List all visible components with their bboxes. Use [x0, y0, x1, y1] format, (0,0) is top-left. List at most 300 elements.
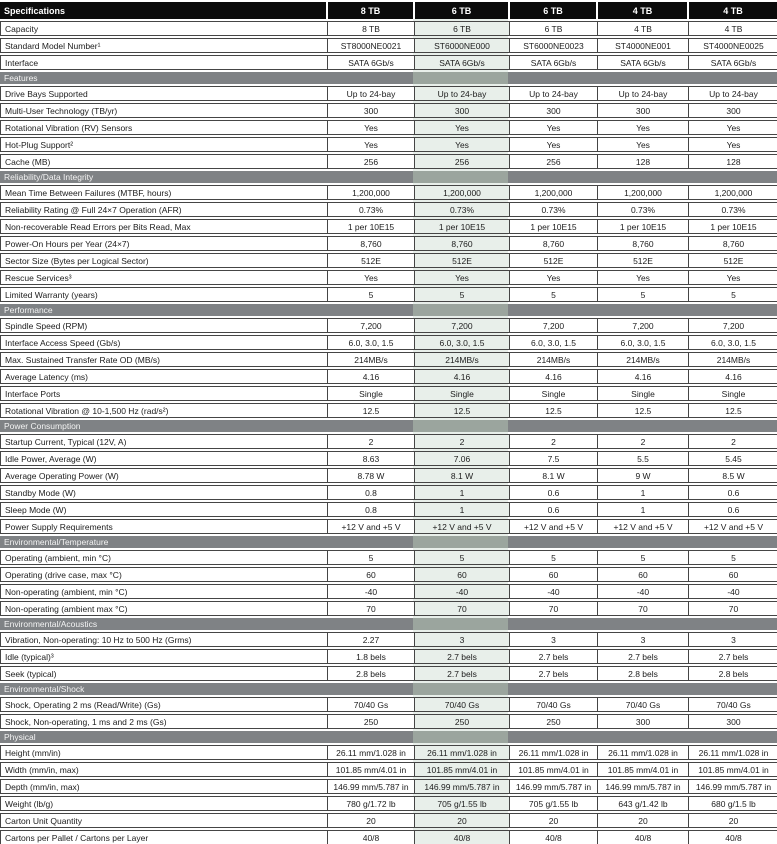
- row-label: Sector Size (Bytes per Logical Sector): [1, 254, 327, 267]
- cell-value: 60: [597, 568, 688, 581]
- cell-value: 5: [688, 551, 777, 564]
- section-header-row: [0, 731, 777, 743]
- table-row: [0, 550, 777, 565]
- cell-value: 680 g/1.5 lb: [688, 797, 777, 810]
- cell-value: 780 g/1.72 lb: [327, 797, 414, 810]
- cell-value: 8,760: [509, 237, 597, 250]
- cell-value: 40/8: [688, 831, 777, 844]
- table-row: [0, 154, 777, 169]
- section-filler-cell: [326, 171, 413, 183]
- cell-value: 2.7 bels: [509, 667, 597, 680]
- row-label: Average Operating Power (W): [1, 469, 327, 482]
- cell-value: ST6000NE0023: [509, 39, 597, 52]
- row-label: Width (mm/in, max): [1, 763, 327, 776]
- cell-value: 7.5: [509, 452, 597, 465]
- cell-value: 101.85 mm/4.01 in: [414, 763, 509, 776]
- table-row: [0, 813, 777, 828]
- section-filler-cell: [687, 618, 777, 630]
- row-label: Reliability Rating @ Full 24×7 Operation (AFR): [1, 203, 327, 216]
- cell-value: 40/8: [414, 831, 509, 844]
- section-filler-cell: [687, 731, 777, 743]
- row-label: Mean Time Between Failures (MTBF, hours): [1, 186, 327, 199]
- section-filler-cell: [413, 536, 508, 548]
- section-filler-cell: [596, 731, 687, 743]
- cell-value: 60: [414, 568, 509, 581]
- row-label: Startup Current, Typical (12V, A): [1, 435, 327, 448]
- cell-value: 12.5: [327, 404, 414, 417]
- cell-value: Single: [414, 387, 509, 400]
- table-row: [0, 386, 777, 401]
- cell-value: +12 V and +5 V: [327, 520, 414, 533]
- section-filler-cell: [326, 420, 413, 432]
- cell-value: 101.85 mm/4.01 in: [688, 763, 777, 776]
- cell-value: 60: [509, 568, 597, 581]
- cell-value: 4.16: [509, 370, 597, 383]
- cell-value: 0.73%: [327, 203, 414, 216]
- section-filler-cell: [508, 683, 596, 695]
- cell-value: 20: [414, 814, 509, 827]
- cell-value: Yes: [414, 271, 509, 284]
- cell-value: 20: [509, 814, 597, 827]
- section-title: Performance: [0, 304, 326, 316]
- cell-value: Up to 24-bay: [597, 87, 688, 100]
- cell-value: 70: [327, 602, 414, 615]
- cell-value: 4.16: [688, 370, 777, 383]
- cell-value: 0.6: [688, 503, 777, 516]
- section-filler-cell: [326, 536, 413, 548]
- cell-value: Yes: [688, 138, 777, 151]
- table-row: [0, 745, 777, 760]
- cell-value: Yes: [509, 121, 597, 134]
- cell-value: 7,200: [597, 319, 688, 332]
- cell-value: 70: [509, 602, 597, 615]
- cell-value: -40: [597, 585, 688, 598]
- row-label: Vibration, Non-operating: 10 Hz to 500 Hz (Grms): [1, 633, 327, 646]
- header-column-3: 6 TB: [508, 2, 596, 19]
- cell-value: 1 per 10E15: [597, 220, 688, 233]
- cell-value: Yes: [688, 121, 777, 134]
- table-row: [0, 830, 777, 844]
- table-row: [0, 120, 777, 135]
- cell-value: ST6000NE000: [414, 39, 509, 52]
- cell-value: 2: [688, 435, 777, 448]
- cell-value: 0.6: [509, 486, 597, 499]
- cell-value: SATA 6Gb/s: [327, 56, 414, 69]
- cell-value: 0.8: [327, 503, 414, 516]
- cell-value: -40: [327, 585, 414, 598]
- cell-value: 146.99 mm/5.787 in: [688, 780, 777, 793]
- section-filler-cell: [687, 304, 777, 316]
- cell-value: Single: [688, 387, 777, 400]
- section-title: Physical: [0, 731, 326, 743]
- cell-value: 4.16: [414, 370, 509, 383]
- cell-value: 70: [688, 602, 777, 615]
- cell-value: 4.16: [597, 370, 688, 383]
- cell-value: 0.73%: [414, 203, 509, 216]
- cell-value: 70: [597, 602, 688, 615]
- cell-value: 26.11 mm/1.028 in: [327, 746, 414, 759]
- cell-value: 70/40 Gs: [688, 698, 777, 711]
- cell-value: 512E: [597, 254, 688, 267]
- table-row: [0, 714, 777, 729]
- cell-value: 300: [597, 104, 688, 117]
- cell-value: 2.7 bels: [688, 650, 777, 663]
- section-filler-cell: [326, 683, 413, 695]
- cell-value: 6 TB: [414, 22, 509, 35]
- table-row: [0, 434, 777, 449]
- row-label: Carton Unit Quantity: [1, 814, 327, 827]
- row-label: Non-recoverable Read Errors per Bits Read, Max: [1, 220, 327, 233]
- section-filler-cell: [326, 304, 413, 316]
- cell-value: 12.5: [688, 404, 777, 417]
- row-label: Weight (lb/g): [1, 797, 327, 810]
- cell-value: Up to 24-bay: [327, 87, 414, 100]
- table-row: [0, 137, 777, 152]
- row-label: Drive Bays Supported: [1, 87, 327, 100]
- cell-value: 6.0, 3.0, 1.5: [688, 336, 777, 349]
- cell-value: Yes: [597, 271, 688, 284]
- table-row: [0, 796, 777, 811]
- cell-value: 1 per 10E15: [688, 220, 777, 233]
- table-row: [0, 666, 777, 681]
- section-filler-cell: [687, 171, 777, 183]
- cell-value: ST4000NE0025: [688, 39, 777, 52]
- cell-value: 512E: [414, 254, 509, 267]
- row-label: Non-operating (ambient max °C): [1, 602, 327, 615]
- section-filler-cell: [413, 304, 508, 316]
- cell-value: SATA 6Gb/s: [688, 56, 777, 69]
- table-row: [0, 502, 777, 517]
- cell-value: 8,760: [414, 237, 509, 250]
- cell-value: 5: [688, 288, 777, 301]
- cell-value: 2: [509, 435, 597, 448]
- cell-value: 0.73%: [688, 203, 777, 216]
- row-label: Shock, Operating 2 ms (Read/Write) (Gs): [1, 698, 327, 711]
- table-row: [0, 38, 777, 53]
- cell-value: 300: [597, 715, 688, 728]
- cell-value: 300: [688, 715, 777, 728]
- row-label: Operating (ambient, min °C): [1, 551, 327, 564]
- table-row: [0, 468, 777, 483]
- cell-value: 26.11 mm/1.028 in: [597, 746, 688, 759]
- row-label: Depth (mm/in, max): [1, 780, 327, 793]
- row-label: Power Supply Requirements: [1, 520, 327, 533]
- table-row: [0, 584, 777, 599]
- cell-value: 70/40 Gs: [414, 698, 509, 711]
- cell-value: 6.0, 3.0, 1.5: [414, 336, 509, 349]
- cell-value: 8.1 W: [414, 469, 509, 482]
- cell-value: 26.11 mm/1.028 in: [509, 746, 597, 759]
- cell-value: 0.73%: [509, 203, 597, 216]
- cell-value: 70/40 Gs: [327, 698, 414, 711]
- cell-value: 5: [327, 551, 414, 564]
- cell-value: 8,760: [597, 237, 688, 250]
- cell-value: 8.1 W: [509, 469, 597, 482]
- cell-value: 1: [597, 503, 688, 516]
- cell-value: 705 g/1.55 lb: [414, 797, 509, 810]
- row-label: Rotational Vibration @ 10-1,500 Hz (rad/s²): [1, 404, 327, 417]
- cell-value: 7.06: [414, 452, 509, 465]
- cell-value: 0.8: [327, 486, 414, 499]
- cell-value: Yes: [327, 138, 414, 151]
- cell-value: 8,760: [327, 237, 414, 250]
- cell-value: 5: [597, 551, 688, 564]
- cell-value: 2: [414, 435, 509, 448]
- table-row: [0, 202, 777, 217]
- cell-value: 4 TB: [597, 22, 688, 35]
- cell-value: ST8000NE0021: [327, 39, 414, 52]
- section-header-row: [0, 618, 777, 630]
- section-filler-cell: [508, 420, 596, 432]
- section-title: Environmental/Acoustics: [0, 618, 326, 630]
- cell-value: 146.99 mm/5.787 in: [509, 780, 597, 793]
- cell-value: 26.11 mm/1.028 in: [688, 746, 777, 759]
- cell-value: 128: [597, 155, 688, 168]
- cell-value: 7,200: [327, 319, 414, 332]
- cell-value: 146.99 mm/5.787 in: [414, 780, 509, 793]
- cell-value: 250: [414, 715, 509, 728]
- table-row: [0, 219, 777, 234]
- cell-value: 60: [688, 568, 777, 581]
- table-row: [0, 86, 777, 101]
- table-row: [0, 519, 777, 534]
- cell-value: 2.7 bels: [414, 650, 509, 663]
- table-row: [0, 21, 777, 36]
- row-label: Cache (MB): [1, 155, 327, 168]
- cell-value: 128: [688, 155, 777, 168]
- table-row: [0, 485, 777, 500]
- cell-value: 8.63: [327, 452, 414, 465]
- section-filler-cell: [508, 171, 596, 183]
- row-label: Non-operating (ambient, min °C): [1, 585, 327, 598]
- section-title: Environmental/Shock: [0, 683, 326, 695]
- cell-value: 1.8 bels: [327, 650, 414, 663]
- section-filler-cell: [326, 731, 413, 743]
- cell-value: 250: [509, 715, 597, 728]
- cell-value: 2.27: [327, 633, 414, 646]
- section-filler-cell: [687, 683, 777, 695]
- cell-value: 300: [414, 104, 509, 117]
- cell-value: 20: [688, 814, 777, 827]
- cell-value: 5: [414, 551, 509, 564]
- cell-value: +12 V and +5 V: [509, 520, 597, 533]
- section-filler-cell: [596, 536, 687, 548]
- row-label: Standard Model Number¹: [1, 39, 327, 52]
- cell-value: -40: [414, 585, 509, 598]
- cell-value: -40: [509, 585, 597, 598]
- cell-value: 70: [414, 602, 509, 615]
- cell-value: Yes: [509, 271, 597, 284]
- cell-value: 250: [327, 715, 414, 728]
- row-label: Sleep Mode (W): [1, 503, 327, 516]
- cell-value: 1: [414, 503, 509, 516]
- cell-value: 20: [597, 814, 688, 827]
- section-title: Features: [0, 72, 326, 84]
- cell-value: 40/8: [509, 831, 597, 844]
- row-label: Multi-User Technology (TB/yr): [1, 104, 327, 117]
- section-header-row: [0, 171, 777, 183]
- row-label: Standby Mode (W): [1, 486, 327, 499]
- cell-value: 2.8 bels: [597, 667, 688, 680]
- cell-value: 101.85 mm/4.01 in: [597, 763, 688, 776]
- cell-value: 101.85 mm/4.01 in: [509, 763, 597, 776]
- section-filler-cell: [413, 683, 508, 695]
- cell-value: 1 per 10E15: [327, 220, 414, 233]
- cell-value: Single: [327, 387, 414, 400]
- cell-value: ST4000NE001: [597, 39, 688, 52]
- cell-value: 7,200: [509, 319, 597, 332]
- row-label: Interface: [1, 56, 327, 69]
- cell-value: 60: [327, 568, 414, 581]
- header-specifications-label: Specifications: [0, 2, 326, 19]
- table-row: [0, 369, 777, 384]
- cell-value: 5: [414, 288, 509, 301]
- cell-value: 101.85 mm/4.01 in: [327, 763, 414, 776]
- cell-value: 1 per 10E15: [509, 220, 597, 233]
- table-row: [0, 236, 777, 251]
- table-row: [0, 103, 777, 118]
- cell-value: 26.11 mm/1.028 in: [414, 746, 509, 759]
- row-label: Spindle Speed (RPM): [1, 319, 327, 332]
- cell-value: 5: [327, 288, 414, 301]
- section-title: Reliability/Data Integrity: [0, 171, 326, 183]
- section-title: Power Consumption: [0, 420, 326, 432]
- cell-value: 1: [597, 486, 688, 499]
- cell-value: Yes: [414, 121, 509, 134]
- cell-value: 1 per 10E15: [414, 220, 509, 233]
- cell-value: 2.7 bels: [509, 650, 597, 663]
- section-filler-cell: [413, 171, 508, 183]
- cell-value: 2: [327, 435, 414, 448]
- section-filler-cell: [413, 731, 508, 743]
- row-label: Max. Sustained Transfer Rate OD (MB/s): [1, 353, 327, 366]
- cell-value: 6.0, 3.0, 1.5: [509, 336, 597, 349]
- cell-value: Yes: [597, 121, 688, 134]
- section-filler-cell: [413, 420, 508, 432]
- row-label: Rotational Vibration (RV) Sensors: [1, 121, 327, 134]
- row-label: Operating (drive case, max °C): [1, 568, 327, 581]
- row-label: Seek (typical): [1, 667, 327, 680]
- cell-value: 214MB/s: [327, 353, 414, 366]
- section-header-row: [0, 304, 777, 316]
- cell-value: +12 V and +5 V: [414, 520, 509, 533]
- row-label: Height (mm/in): [1, 746, 327, 759]
- table-row: [0, 185, 777, 200]
- cell-value: 146.99 mm/5.787 in: [327, 780, 414, 793]
- table-row: [0, 697, 777, 712]
- section-title: Environmental/Temperature: [0, 536, 326, 548]
- cell-value: 512E: [509, 254, 597, 267]
- row-label: Rescue Services³: [1, 271, 327, 284]
- cell-value: 1: [414, 486, 509, 499]
- cell-value: 7,200: [414, 319, 509, 332]
- table-row: [0, 253, 777, 268]
- section-filler-cell: [596, 304, 687, 316]
- cell-value: 40/8: [597, 831, 688, 844]
- cell-value: 1,200,000: [688, 186, 777, 199]
- row-label: Average Latency (ms): [1, 370, 327, 383]
- cell-value: Yes: [327, 271, 414, 284]
- cell-value: 214MB/s: [509, 353, 597, 366]
- section-filler-cell: [687, 420, 777, 432]
- cell-value: 0.6: [509, 503, 597, 516]
- cell-value: 300: [327, 104, 414, 117]
- cell-value: 300: [688, 104, 777, 117]
- cell-value: Up to 24-bay: [509, 87, 597, 100]
- section-filler-cell: [413, 618, 508, 630]
- cell-value: +12 V and +5 V: [688, 520, 777, 533]
- section-filler-cell: [508, 618, 596, 630]
- section-filler-cell: [596, 72, 687, 84]
- section-filler-cell: [326, 618, 413, 630]
- cell-value: 705 g/1.55 lb: [509, 797, 597, 810]
- section-header-row: [0, 420, 777, 432]
- cell-value: Yes: [597, 138, 688, 151]
- cell-value: 6 TB: [509, 22, 597, 35]
- table-row: [0, 270, 777, 285]
- row-label: Limited Warranty (years): [1, 288, 327, 301]
- header-column-4: 4 TB: [596, 2, 687, 19]
- cell-value: 256: [327, 155, 414, 168]
- table-row: [0, 601, 777, 616]
- section-header-row: [0, 72, 777, 84]
- cell-value: 5.5: [597, 452, 688, 465]
- section-filler-cell: [508, 536, 596, 548]
- section-filler-cell: [687, 536, 777, 548]
- cell-value: 1,200,000: [597, 186, 688, 199]
- table-row: [0, 287, 777, 302]
- cell-value: SATA 6Gb/s: [414, 56, 509, 69]
- cell-value: Yes: [509, 138, 597, 151]
- table-row: [0, 318, 777, 333]
- table-row: [0, 649, 777, 664]
- cell-value: 5.45: [688, 452, 777, 465]
- header-column-5: 4 TB: [687, 2, 777, 19]
- row-label: Capacity: [1, 22, 327, 35]
- cell-value: 256: [509, 155, 597, 168]
- cell-value: SATA 6Gb/s: [597, 56, 688, 69]
- cell-value: 2: [597, 435, 688, 448]
- cell-value: 7,200: [688, 319, 777, 332]
- cell-value: 3: [414, 633, 509, 646]
- table-row: [0, 352, 777, 367]
- section-filler-cell: [508, 304, 596, 316]
- row-label: Idle Power, Average (W): [1, 452, 327, 465]
- section-filler-cell: [596, 420, 687, 432]
- cell-value: 20: [327, 814, 414, 827]
- section-header-row: [0, 536, 777, 548]
- cell-value: 512E: [327, 254, 414, 267]
- cell-value: -40: [688, 585, 777, 598]
- cell-value: 40/8: [327, 831, 414, 844]
- cell-value: 512E: [688, 254, 777, 267]
- cell-value: 0.73%: [597, 203, 688, 216]
- cell-value: 6.0, 3.0, 1.5: [597, 336, 688, 349]
- cell-value: 70/40 Gs: [597, 698, 688, 711]
- cell-value: 2.8 bels: [327, 667, 414, 680]
- table-row: [0, 567, 777, 582]
- cell-value: 1,200,000: [509, 186, 597, 199]
- cell-value: 1,200,000: [327, 186, 414, 199]
- cell-value: 4.16: [327, 370, 414, 383]
- table-row: [0, 451, 777, 466]
- row-label: Interface Access Speed (Gb/s): [1, 336, 327, 349]
- section-filler-cell: [687, 72, 777, 84]
- cell-value: 1,200,000: [414, 186, 509, 199]
- cell-value: 8.78 W: [327, 469, 414, 482]
- cell-value: 2.7 bels: [597, 650, 688, 663]
- row-label: Cartons per Pallet / Cartons per Layer: [1, 831, 327, 844]
